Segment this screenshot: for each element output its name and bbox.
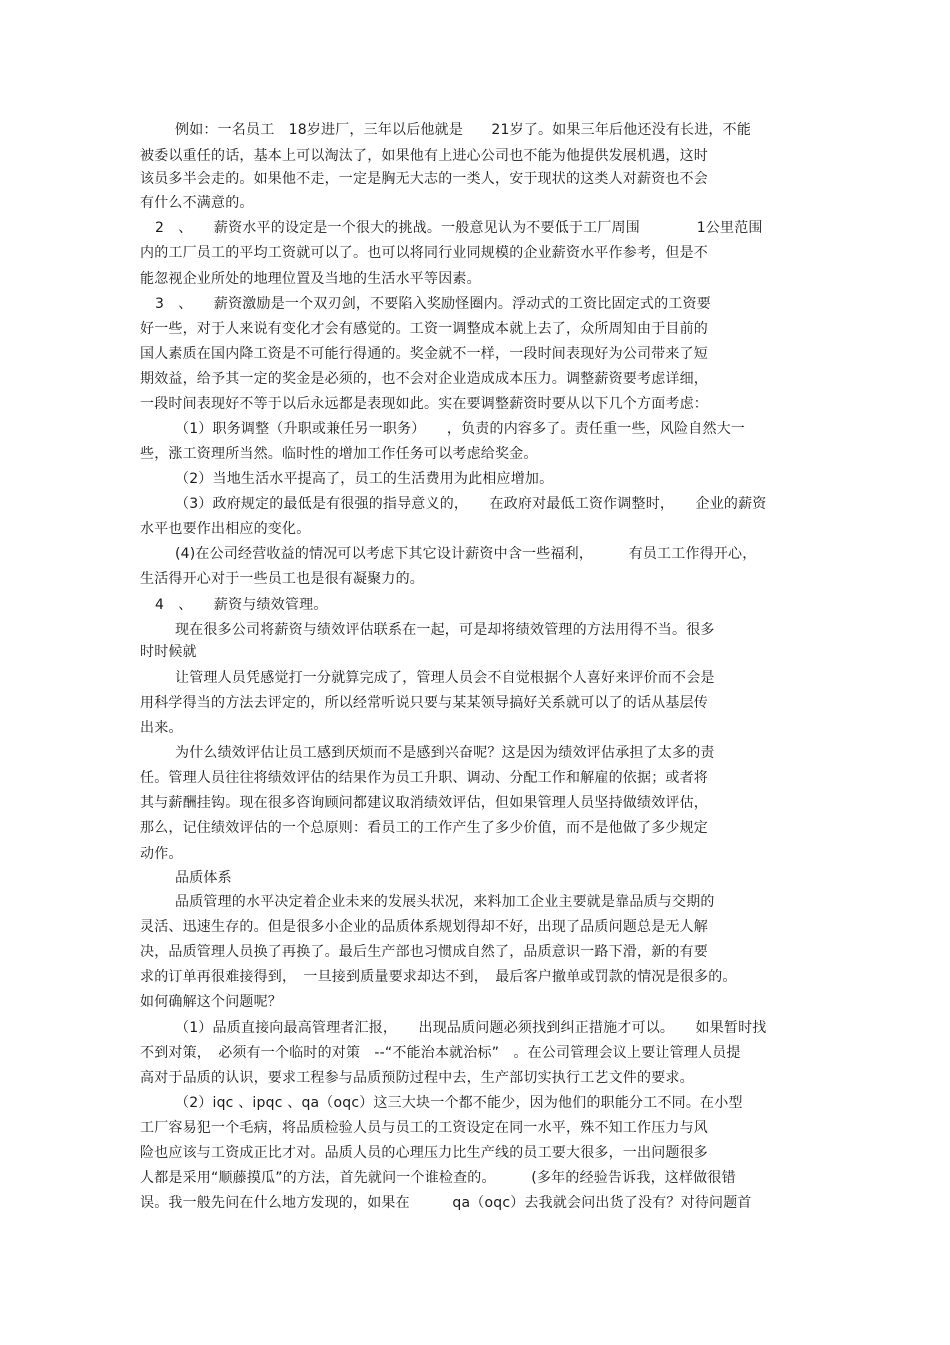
text-line: 为什么绩效评估让员工感到厌烦而不是感到兴奋呢？这是因为绩效评估承担了太多的责 [175, 745, 715, 761]
text-line: 例如：一名员工 18岁进厂，三年以后他就是 21岁了。如果三年后他还没有长进，不能 [175, 122, 752, 138]
text-line: 人都是采用“顺藤摸瓜”的方法，首先就问一个谁检查的。 (多年的经验告诉我，这样做很错 [140, 1170, 736, 1186]
text-line: 期效益，给予其一定的奖金是必须的，也不会对企业造成成本压力。调整薪资要考虑详细， [140, 371, 708, 387]
text-line: 动作。 [140, 846, 183, 862]
section-heading: 品质体系 [175, 870, 232, 886]
text-line: （3）政府规定的最低是有很强的指导意义的， 在政府对最低工资作调整时， 企业的薪资 [175, 496, 767, 512]
text-line: 出来。 [140, 720, 183, 736]
text-line: (4)在公司经营收益的情况可以考虑下其它设计薪资中含一些福利， 有员工工作得开心， [175, 546, 757, 562]
text-line: 生活得开心对于一些员工也是很有凝聚力的。 [140, 571, 424, 587]
text-line: 如何确解这个问题呢？ [140, 994, 282, 1010]
text-line: 现在很多公司将薪资与绩效评估联系在一起，可是却将绩效管理的方法用得不当。很多 [175, 622, 715, 638]
text-line: 不到对策， 必须有一个临时的对策 --“不能治本就治标” 。在公司管理会议上要让管理人员提 [140, 1045, 741, 1061]
text-line: 求的订单再很难接得到， 一旦接到质量要求却达不到， 最后客户撤单或罚款的情况是很多的。 [140, 969, 737, 985]
text-line: （2）当地生活水平提高了，员工的生活费用为此相应增加。 [175, 471, 554, 487]
text-line: 4 、 薪资与绩效管理。 [155, 597, 328, 613]
text-line: 让管理人员凭感觉打一分就算完成了，管理人员会不自觉根据个人喜好来评价而不会是 [175, 670, 715, 686]
text-line: （2）iqc 、ipqc 、qa（oqc）这三大块一个都不能少，因为他们的职能分工不同。在小型 [175, 1095, 743, 1111]
text-line: 工厂容易犯一个毛病，将品质检验人员与员工的工资设定在同一水平，殊不知工作压力与风 [140, 1120, 708, 1136]
text-line: 决，品质管理人员换了再换了。最后生产部也习惯成自然了，品质意识一路下滑，新的有要 [140, 944, 708, 960]
text-line: 2 、 薪资水平的设定是一个很大的挑战。一般意见认为不要低于工厂周围 1公里范围 [155, 220, 763, 236]
text-line: 那么，记住绩效评估的一个总原则：看员工的工作产生了多少价值，而不是他做了多少规定 [140, 820, 708, 836]
text-line: 其与薪酬挂钩。现在很多咨询顾问都建议取消绩效评估，但如果管理人员坚持做绩效评估， [140, 795, 708, 811]
text-line: 险也应该与工资成正比才对。品质人员的心理压力比生产线的员工要大很多，一出问题很多 [140, 1145, 708, 1161]
text-line: 国人素质在国内降工资是不可能行得通的。奖金就不一样，一段时间表现好为公司带来了短 [140, 346, 708, 362]
text-line: 水平也要作出相应的变化。 [140, 521, 311, 537]
text-line: 灵活、迅速生存的。但是很多小企业的品质体系规划得却不好，出现了品质问题总是无人解 [140, 919, 708, 935]
text-line: 时时候就 [140, 644, 197, 660]
text-line: 误。我一般先问在什么地方发现的，如果在 qa（oqc）去我就会问出货了没有？对待问题首 [140, 1195, 752, 1211]
text-line: （1）职务调整（升职或兼任另一职务） ，负责的内容多了。责任重一些，风险自然大一 [175, 421, 746, 437]
text-line: 品质管理的水平决定着企业未来的发展头状况，来料加工企业主要就是靠品质与交期的 [175, 894, 715, 910]
text-line: 一段时间表现好不等于以后永远都是表现如此。实在要调整薪资时要从以下几个方面考虑： [140, 396, 708, 412]
text-line: 好一些，对于人来说有变化才会有感觉的。工资一调整成本就上去了，众所周知由于目前的 [140, 321, 708, 337]
text-line: 被委以重任的话，基本上可以淘汰了，如果他有上进心公司也不能为他提供发展机遇，这时 [140, 148, 708, 164]
text-line: 内的工厂员工的平均工资就可以了。也可以将同行业同规模的企业薪资水平作参考，但是不 [140, 245, 708, 261]
text-line: （1）品质直接向最高管理者汇报， 出现品质问题必须找到纠正措施才可以。 如果暂时找 [175, 1020, 767, 1036]
text-line: 能忽视企业所处的地理位置及当地的生活水平等因素。 [140, 271, 481, 287]
text-line: 该员多半会走的。如果他不走，一定是胸无大志的一类人，安于现状的这类人对薪资也不会 [140, 171, 708, 187]
text-line: 用科学得当的方法去评定的，所以经常听说只要与某某领导搞好关系就可以了的话从基层传 [140, 695, 708, 711]
text-line: 有什么不满意的。 [140, 195, 254, 211]
text-line: 任。管理人员往往将绩效评估的结果作为员工升职、调动、分配工作和解雇的依据；或者将 [140, 770, 708, 786]
text-line: 些，涨工资理所当然。临时性的增加工作任务可以考虑给奖金。 [140, 446, 538, 462]
text-line: 高对于品质的认识，要求工程参与品质预防过程中去，生产部切实执行工艺文件的要求。 [140, 1070, 694, 1086]
text-line: 3 、 薪资激励是一个双刃剑，不要陷入奖励怪圈内。浮动式的工资比固定式的工资要 [155, 296, 711, 312]
